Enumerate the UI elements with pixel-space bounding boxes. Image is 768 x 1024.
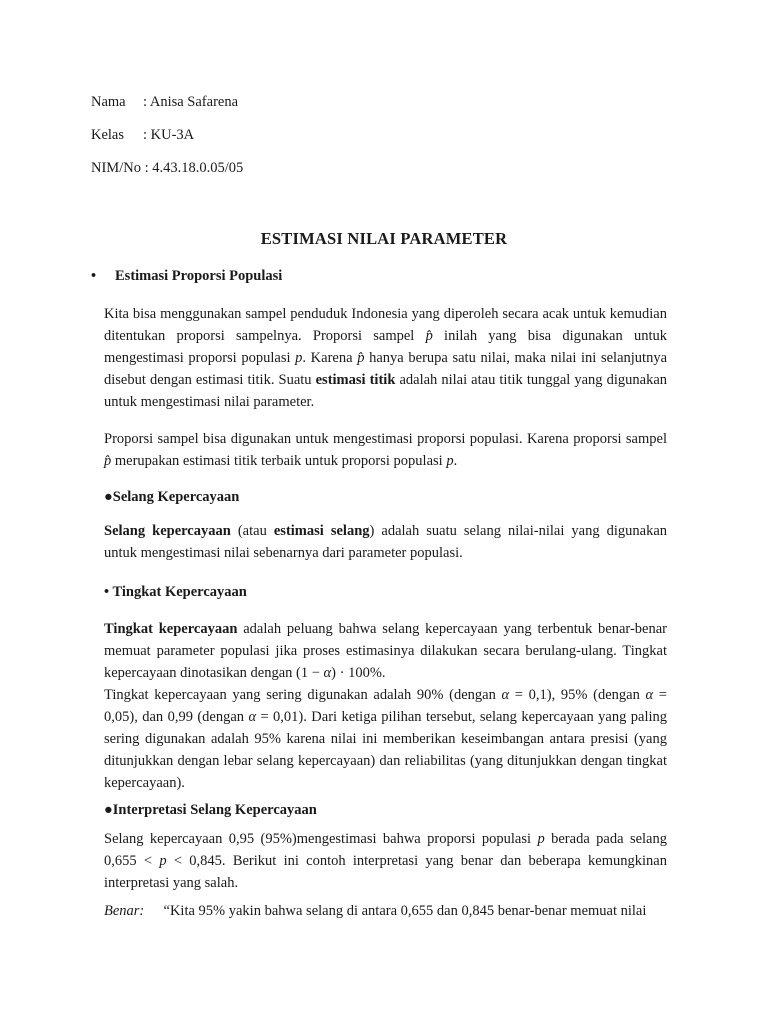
class-value: : KU-3A	[143, 127, 195, 143]
text-run: (atau	[230, 523, 274, 539]
benar-label: Benar:	[104, 903, 145, 919]
text-run: .	[453, 453, 458, 469]
bullet-icon: •	[91, 268, 97, 284]
text-run: estimasi selang	[273, 523, 370, 539]
text-run: inilah yang bisa digunakan untuk mengestimasi proporsi populasi	[104, 328, 667, 366]
paragraph-interpretasi	[104, 828, 667, 894]
text-run: adalah nilai atau titik tunggal yang digunakan untuk mengestimasi nilai parameter.	[104, 372, 668, 410]
text-run: = 0,05), dan 0,99 (dengan	[104, 687, 667, 725]
text-run: merupakan estimasi titik terbaik untuk proporsi populasi	[111, 453, 447, 469]
text-run: Tingkat kepercayaan yang sering digunakan adalah 90% (dengan	[104, 687, 502, 703]
text-run: p	[446, 453, 454, 469]
paragraph-proporsi-2	[104, 428, 667, 472]
text-run: estimasi titik	[315, 372, 396, 388]
class-line	[91, 127, 194, 144]
text-run: Selang kepercayaan 0,95 (95%)mengestimasi bahwa proporsi populasi	[104, 831, 538, 847]
text-run: p̂	[425, 328, 433, 344]
text-run: p̂	[104, 453, 112, 469]
text-run: Proporsi sampel bisa digunakan untuk mengestimasi proporsi populasi. Karena proporsi sampel	[104, 431, 667, 447]
text-run: ) · 100%.	[331, 665, 386, 681]
text-run: hanya berupa satu nilai, maka nilai ini selanjutnya disebut dengan estimasi titik. Suatu	[104, 350, 668, 388]
text-run: p	[537, 831, 545, 847]
paragraph-selang	[104, 520, 667, 564]
text-run: α	[248, 709, 257, 725]
text-run: p	[159, 853, 167, 869]
section-heading-proporsi	[91, 268, 282, 285]
text-run: p̂	[357, 350, 365, 366]
text-run: α	[645, 687, 654, 703]
text-run: Selang kepercayaan	[104, 523, 231, 539]
text-run: α	[323, 665, 332, 681]
text-run: = 0,01). Dari ketiga pilihan tersebut, selang kepercayaan yang paling sering digunakan adalah 95% karena nilai ini memberikan keseimbangan antara presisi (yang ditunjukkan dengan lebar selang kepercayaan) dan reliabilitas (yang ditunjukkan dengan tingkat kepercayaan).	[104, 709, 667, 791]
text-run: ) adalah suatu selang nilai-nilai yang digunakan untuk mengestimasi nilai sebenarnya dari parameter populasi.	[104, 523, 668, 561]
benar-text: “Kita 95% yakin bahwa selang di antara 0,655 dan 0,845 benar-benar memuat nilai	[163, 903, 647, 919]
section-heading-tingkat: • Tingkat Kepercayaan	[104, 584, 247, 600]
text-run: < 0,845. Berikut ini contoh interpretasi yang benar dan beberapa kemungkinan interpretasi yang salah.	[104, 853, 667, 891]
text-run: . Karena	[302, 350, 358, 366]
text-run: α	[501, 687, 510, 703]
text-run: Tingkat kepercayaan	[104, 621, 238, 637]
paragraph-proporsi-1	[104, 303, 667, 413]
paragraph-tingkat	[104, 618, 667, 794]
text-run: Kita bisa menggunakan sampel penduduk Indonesia yang diperoleh secara acak untuk kemudian ditentukan proporsi sampelnya. Proporsi sampel	[104, 306, 667, 344]
text-run: p	[295, 350, 303, 366]
class-label: Kelas	[91, 127, 125, 143]
nim-line: NIM/No : 4.43.18.0.05/05	[91, 160, 244, 176]
text-run: berada pada selang 0,655 <	[104, 831, 667, 869]
page-title: ESTIMASI NILAI PARAMETER	[260, 229, 508, 248]
text-run: = 0,1), 95% (dengan	[509, 687, 646, 703]
section-heading-label: Estimasi Proporsi Populasi	[115, 268, 283, 284]
section-heading-selang: ●Selang Kepercayaan	[104, 489, 240, 505]
paragraph-benar	[104, 900, 667, 922]
text-run: adalah peluang bahwa selang kepercayaan yang terbentuk benar-benar memuat parameter populasi jika proses estimasinya dilakukan secara berulang-ulang. Tingkat kepercayaan dinotasikan dengan (1 −	[104, 621, 667, 681]
name-value: : Anisa Safarena	[143, 94, 239, 110]
name-label: Nama	[91, 94, 126, 110]
name-line	[91, 94, 238, 111]
section-heading-interpretasi: ●Interpretasi Selang Kepercayaan	[104, 802, 317, 818]
